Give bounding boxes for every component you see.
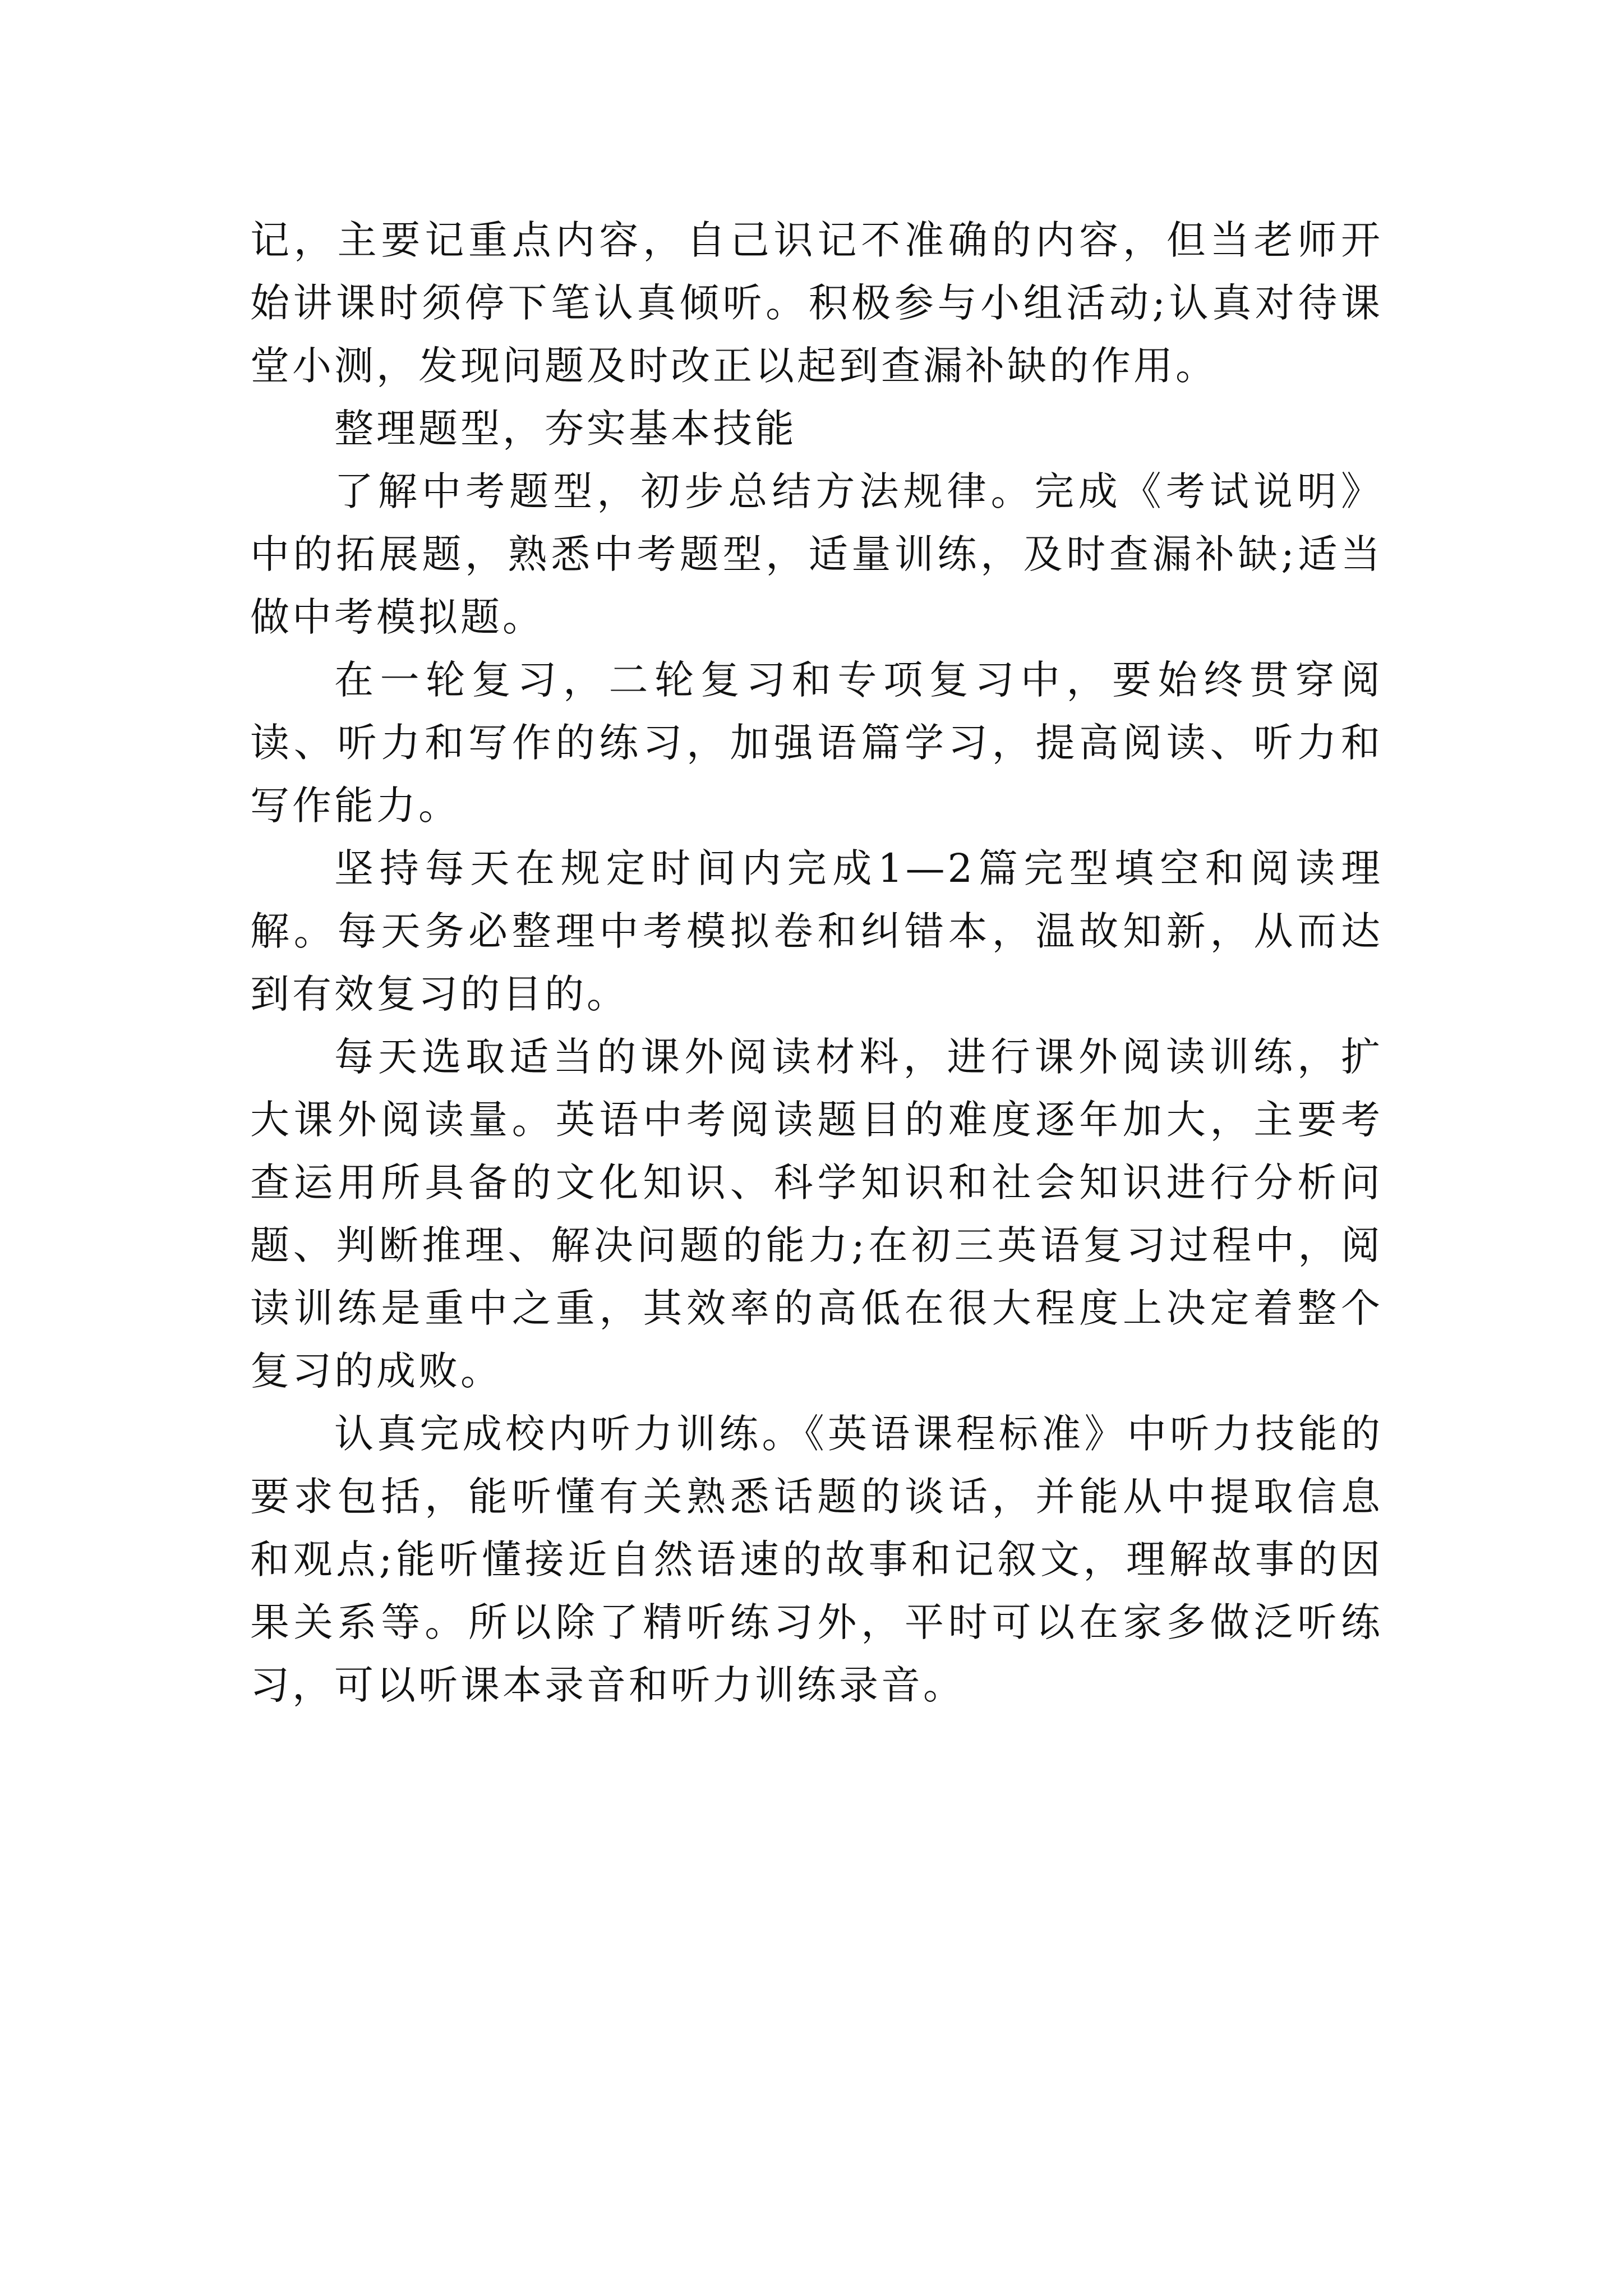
document-body [250,209,1383,1717]
paragraph-7: 认真完成校内听力训练。《英语课程标准》中听力技能的要求包括，能听懂有关熟悉话题的谈话，并能从中提取信息和观点;能听懂接近自然语速的故事和记叙文，理解故事的因果关系等。所以除了精听练习外，平时可以在家多做泛听练习，可以听课本录音和听力训练录音。 [250,1411,1383,1708]
paragraph-4: 在一轮复习，二轮复习和专项复习中，要始终贯穿阅读、听力和写作的练习，加强语篇学习，提高阅读、听力和写作能力。 [250,657,1383,829]
paragraph-6: 每天选取适当的课外阅读材料，进行课外阅读训练，扩大课外阅读量。英语中考阅读题目的难度逐年加大，主要考查运用所具备的文化知识、科学知识和社会知识进行分析问题、判断推理、解决问题的能力;在初三英语复习过程中，阅读训练是重中之重，其效率的高低在很大程度上决定着整个复习的成败。 [250,1034,1383,1394]
paragraph-1: 记，主要记重点内容，自己识记不准确的内容，但当老师开始讲课时须停下笔认真倾听。积极参与小组活动;认真对待课堂小测，发现问题及时改正以起到查漏补缺的作用。 [250,217,1383,389]
paragraph-5: 坚持每天在规定时间内完成1—2篇完型填空和阅读理解。每天务必整理中考模拟卷和纠错本，温故知新，从而达到有效复习的目的。 [250,845,1383,1017]
paragraph-2: 整理题型，夯实基本技能 [334,406,797,452]
paragraph-3: 了解中考题型，初步总结方法规律。完成《考试说明》中的拓展题，熟悉中考题型，适量训练，及时查漏补缺;适当做中考模拟题。 [250,468,1383,640]
